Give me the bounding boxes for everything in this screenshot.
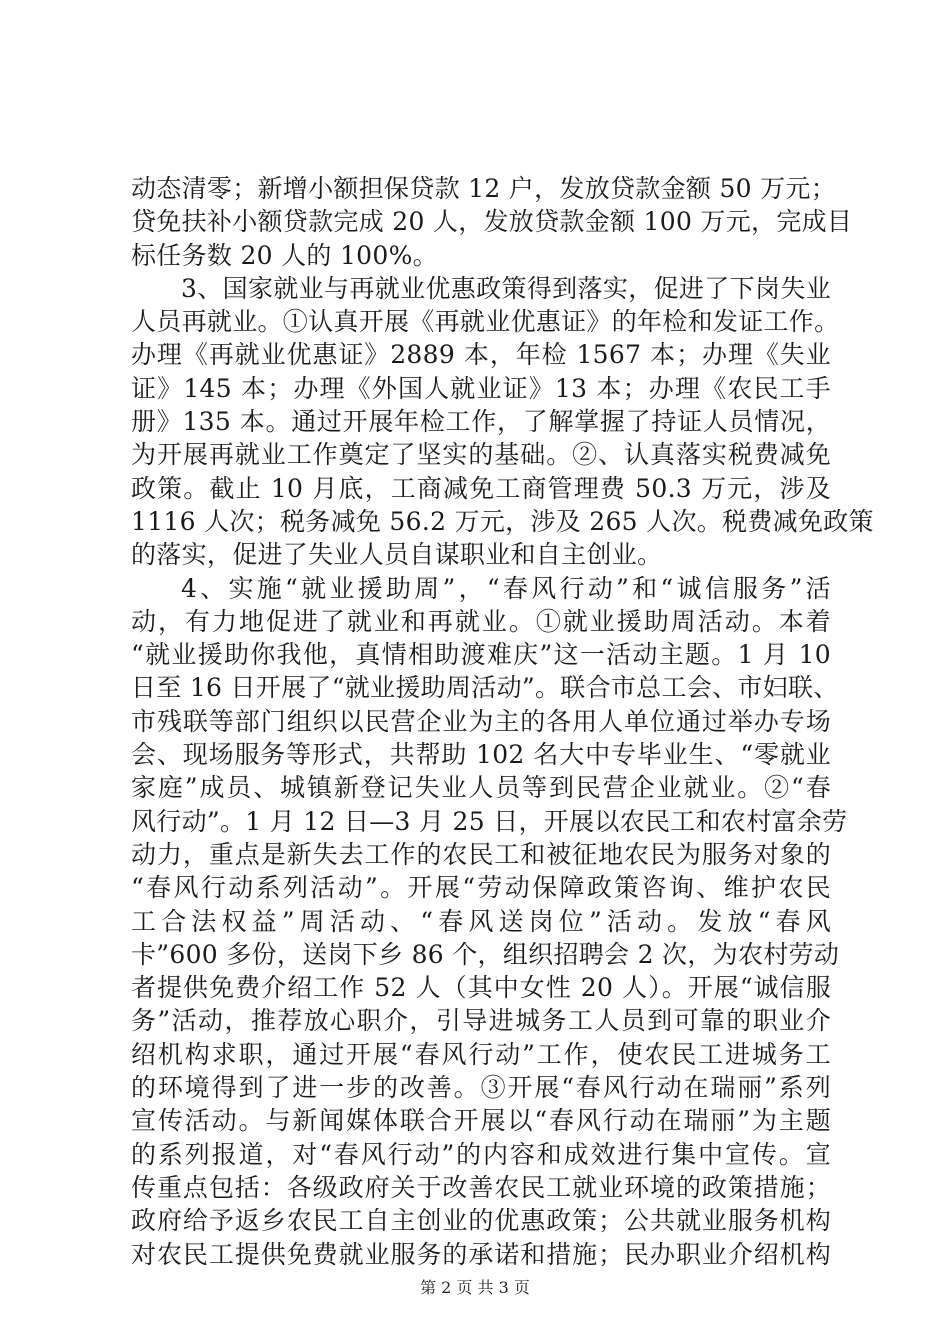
text-line: 标任务数 20 人的 100%。 <box>131 240 438 270</box>
text-line: 办理《再就业优惠证》2889 本，年检 1567 本；办理《失业 <box>131 340 831 370</box>
text-line: “就业援助你我他，真情相助渡难庆”这一活动主题。1 月 10 <box>131 640 831 670</box>
text-line: 对农民工提供免费就业服务的承诺和措施；民办职业介绍机构 <box>131 1239 831 1269</box>
text-line: 动，有力地促进了就业和再就业。①就业援助周活动。本着 <box>131 606 831 636</box>
text-line: 者提供免费介绍工作 52 人（其中女性 20 人）。开展“诚信服 <box>131 973 831 1003</box>
paragraph-first-line: 3、国家就业与再就业优惠政策得到落实，促进了下岗失业 <box>181 273 831 303</box>
text-line: 务”活动，推荐放心职介，引导进城务工人员到可靠的职业介 <box>131 1006 831 1036</box>
text-line: 市残联等部门组织以民营企业为主的各用人单位通过举办专场 <box>131 706 831 736</box>
document-body <box>131 172 874 1271</box>
text-line: 传重点包括：各级政府关于改善农民工就业环境的政策措施； <box>131 1172 831 1202</box>
text-line: 政府给予返乡农民工自主创业的优惠政策；公共就业服务机构 <box>131 1206 831 1236</box>
text-line: 的落实，促进了失业人员自谋职业和自主创业。 <box>131 540 663 570</box>
text-line: 政策。截止 10 月底，工商减免工商管理费 50.3 万元，涉及 <box>131 473 831 503</box>
text-line: 风行动”。1 月 12 日—3 月 25 日，开展以农民工和农村富余劳 <box>131 806 848 836</box>
text-line: 家庭”成员、城镇新登记失业人员等到民营企业就业。②“春 <box>131 773 831 803</box>
text-line: 证》145 本；办理《外国人就业证》13 本；办理《农民工手 <box>131 373 831 403</box>
text-line: 工合法权益”周活动、“春风送岗位”活动。发放“春风 <box>131 906 831 936</box>
text-line: 卡”600 多份，送岗下乡 86 个，组织招聘会 2 次，为农村劳动 <box>131 939 840 969</box>
text-line: 1116 人次；税务减免 56.2 万元，涉及 265 人次。税费减免政策 <box>131 506 874 536</box>
text-line: 会、现场服务等形式，共帮助 102 名大中专毕业生、“零就业 <box>131 740 831 770</box>
text-line: 贷免扶补小额贷款完成 20 人，发放贷款金额 100 万元，完成目 <box>131 207 853 237</box>
text-line: 为开展再就业工作奠定了坚实的基础。②、认真落实税费减免 <box>131 440 831 470</box>
text-line: 宣传活动。与新闻媒体联合开展以“春风行动在瑞丽”为主题 <box>131 1106 831 1136</box>
text-line: “春风行动系列活动”。开展“劳动保障政策咨询、维护农民 <box>131 873 831 903</box>
text-line: 的环境得到了进一步的改善。③开展“春风行动在瑞丽”系列 <box>131 1073 831 1103</box>
paragraph-first-line: 4、实施“就业援助周”，“春风行动”和“诚信服务”活 <box>181 573 831 603</box>
text-line: 动态清零；新增小额担保贷款 12 户，发放贷款金额 50 万元； <box>131 174 837 203</box>
text-line: 绍机构求职，通过开展“春风行动”工作，使农民工进城务工 <box>131 1039 831 1069</box>
text-line: 的系列报道，对“春风行动”的内容和成效进行集中宣传。宣 <box>131 1139 831 1169</box>
text-line: 册》135 本。通过开展年检工作，了解掌握了持证人员情况， <box>131 407 831 437</box>
text-line: 动力，重点是新失去工作的农民工和被征地农民为服务对象的 <box>131 839 831 869</box>
text-line: 日至 16 日开展了“就业援助周活动”。联合市总工会、市妇联、 <box>131 673 839 703</box>
page-footer: 第 2 页 共 3 页 <box>420 1278 530 1297</box>
text-line: 人员再就业。①认真开展《再就业优惠证》的年检和发证工作。 <box>131 307 840 337</box>
